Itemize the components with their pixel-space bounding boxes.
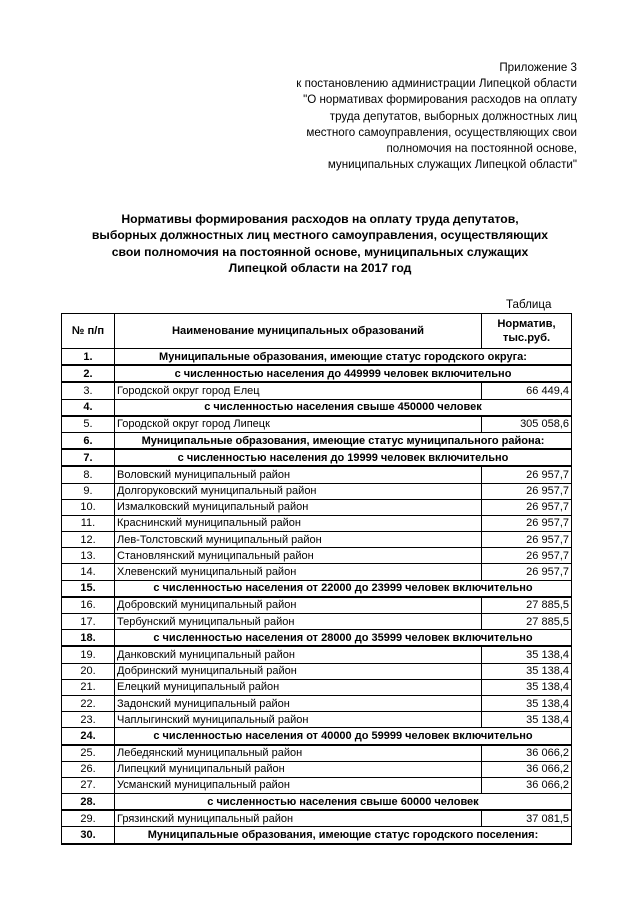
norm-value: 26 957,7	[482, 515, 572, 531]
section-heading: Муниципальные образования, имеющие статус городского округа:	[115, 349, 572, 366]
row-number: 30.	[62, 827, 115, 844]
table-row	[62, 564, 572, 580]
table-row	[62, 515, 572, 531]
table-row	[62, 382, 572, 399]
section-heading: с численностью населения до 19999 человек включительно	[115, 449, 572, 466]
table-row	[62, 777, 572, 793]
municipality-name: Краснинский муниципальный район	[115, 515, 482, 531]
municipality-name: Елецкий муниципальный район	[115, 679, 482, 695]
municipality-name: Лебедянский муниципальный район	[115, 745, 482, 762]
table-row	[62, 499, 572, 515]
norm-value: 35 138,4	[482, 695, 572, 711]
municipality-name: Усманский муниципальный район	[115, 777, 482, 793]
table-section-row	[62, 432, 572, 449]
row-number: 4.	[62, 399, 115, 416]
municipality-name: Городской округ город Липецк	[115, 416, 482, 433]
row-number: 20.	[62, 663, 115, 679]
table-section-row	[62, 827, 572, 844]
municipality-name: Добринский муниципальный район	[115, 663, 482, 679]
table-section-row	[62, 580, 572, 597]
table-row	[62, 679, 572, 695]
norm-value: 66 449,4	[482, 382, 572, 399]
norm-value: 36 066,2	[482, 761, 572, 777]
row-number: 17.	[62, 614, 115, 630]
table-row	[62, 532, 572, 548]
table-section-row	[62, 365, 572, 382]
section-heading: с численностью населения от 28000 до 35999 человек включительно	[115, 630, 572, 647]
norm-value: 305 058,6	[482, 416, 572, 433]
norm-value: 26 957,7	[482, 483, 572, 499]
row-number: 19.	[62, 646, 115, 663]
row-number: 27.	[62, 777, 115, 793]
table-section-row	[62, 349, 572, 366]
table-row	[62, 810, 572, 827]
table-section-row	[62, 630, 572, 647]
row-number: 21.	[62, 679, 115, 695]
row-number: 28.	[62, 794, 115, 811]
norm-value: 26 957,7	[482, 499, 572, 515]
table-row	[62, 548, 572, 564]
appendix-line: местного самоуправления, осуществляющих свои	[306, 125, 577, 139]
municipality-name: Лев-Толстовский муниципальный район	[115, 532, 482, 548]
municipality-name: Грязинский муниципальный район	[115, 810, 482, 827]
row-number: 2.	[62, 365, 115, 382]
header-value-line: Норматив,	[497, 318, 556, 330]
row-number: 10.	[62, 499, 115, 515]
municipality-name: Хлевенский муниципальный район	[115, 564, 482, 580]
norms-table	[61, 313, 572, 845]
municipality-name: Долгоруковский муниципальный район	[115, 483, 482, 499]
table-row	[62, 695, 572, 711]
municipality-name: Задонский муниципальный район	[115, 695, 482, 711]
norm-value: 35 138,4	[482, 712, 572, 728]
row-number: 25.	[62, 745, 115, 762]
header-value	[482, 314, 572, 349]
document-title	[60, 211, 580, 277]
section-heading: Муниципальные образования, имеющие статус городского поселения:	[115, 827, 572, 844]
norm-value: 26 957,7	[482, 532, 572, 548]
row-number: 6.	[62, 432, 115, 449]
row-number: 7.	[62, 449, 115, 466]
municipality-name: Чаплыгинский муниципальный район	[115, 712, 482, 728]
municipality-name: Воловский муниципальный район	[115, 466, 482, 483]
norm-value: 36 066,2	[482, 745, 572, 762]
title-line: Липецкой области на 2017 год	[228, 261, 412, 276]
appendix-block	[217, 60, 577, 173]
row-number: 14.	[62, 564, 115, 580]
municipality-name: Становлянский муниципальный район	[115, 548, 482, 564]
row-number: 18.	[62, 630, 115, 647]
norm-value: 35 138,4	[482, 679, 572, 695]
section-heading: с численностью населения от 40000 до 59999 человек включительно	[115, 728, 572, 745]
section-heading: с численностью населения свыше 60000 человек	[115, 794, 572, 811]
table-row	[62, 646, 572, 663]
table-section-row	[62, 449, 572, 466]
table-row	[62, 597, 572, 614]
appendix-line: муниципальных служащих Липецкой области"	[327, 158, 577, 172]
title-line: Нормативы формирования расходов на оплату труда депутатов,	[121, 212, 519, 226]
row-number: 29.	[62, 810, 115, 827]
municipality-name: Данковский муниципальный район	[115, 646, 482, 663]
row-number: 12.	[62, 532, 115, 548]
section-heading: Муниципальные образования, имеющие статус муниципального района:	[115, 432, 572, 449]
section-heading: с численностью населения свыше 450000 человек	[115, 399, 572, 416]
row-number: 11.	[62, 515, 115, 531]
table-row	[62, 466, 572, 483]
norm-value: 26 957,7	[482, 564, 572, 580]
norm-value: 35 138,4	[482, 646, 572, 663]
title-line: выборных должностных лиц местного самоуправления, осуществляющих	[91, 228, 549, 243]
header-name: Наименование муниципальных образований	[115, 314, 482, 349]
header-value-line: тыс.руб.	[502, 332, 551, 344]
norms-table-body	[62, 314, 572, 844]
appendix-line: к постановлению администрации Липецкой области	[296, 77, 577, 91]
section-heading: с численностью населения до 449999 человек включительно	[115, 365, 572, 382]
row-number: 16.	[62, 597, 115, 614]
appendix-line: труда депутатов, выборных должностных лиц	[329, 109, 577, 123]
header-num: № п/п	[62, 314, 115, 349]
row-number: 3.	[62, 382, 115, 399]
norm-value: 26 957,7	[482, 466, 572, 483]
table-section-row	[62, 728, 572, 745]
table-row	[62, 483, 572, 499]
row-number: 13.	[62, 548, 115, 564]
appendix-line: Приложение 3	[499, 61, 577, 74]
row-number: 15.	[62, 580, 115, 597]
norm-value: 26 957,7	[482, 548, 572, 564]
title-line: свои полномочия на постоянной основе, муниципальных служащих	[111, 244, 529, 259]
municipality-name: Липецкий муниципальный район	[115, 761, 482, 777]
appendix-line: "О нормативах формирования расходов на оплату	[303, 93, 577, 107]
table-row	[62, 712, 572, 728]
norm-value: 36 066,2	[482, 777, 572, 793]
row-number: 8.	[62, 466, 115, 483]
table-row	[62, 663, 572, 679]
municipality-name: Добровский муниципальный район	[115, 597, 482, 614]
appendix-line: полномочия на постоянной основе,	[386, 142, 577, 156]
table-header-row	[62, 314, 572, 349]
section-heading: с численностью населения от 22000 до 23999 человек включительно	[115, 580, 572, 597]
row-number: 5.	[62, 416, 115, 433]
row-number: 26.	[62, 761, 115, 777]
norm-value: 35 138,4	[482, 663, 572, 679]
row-number: 9.	[62, 483, 115, 499]
table-section-row	[62, 399, 572, 416]
table-row	[62, 614, 572, 630]
municipality-name: Измалковский муниципальный район	[115, 499, 482, 515]
norm-value: 27 885,5	[482, 614, 572, 630]
table-section-row	[62, 794, 572, 811]
table-row	[62, 761, 572, 777]
norm-value: 37 081,5	[482, 810, 572, 827]
norm-value: 27 885,5	[482, 597, 572, 614]
table-row	[62, 416, 572, 433]
municipality-name: Тербунский муниципальный район	[115, 614, 482, 630]
row-number: 22.	[62, 695, 115, 711]
municipality-name: Городской округ город Елец	[115, 382, 482, 399]
row-number: 1.	[62, 349, 115, 366]
row-number: 23.	[62, 712, 115, 728]
table-row	[62, 745, 572, 762]
row-number: 24.	[62, 728, 115, 745]
table-caption: Таблица	[506, 298, 552, 311]
